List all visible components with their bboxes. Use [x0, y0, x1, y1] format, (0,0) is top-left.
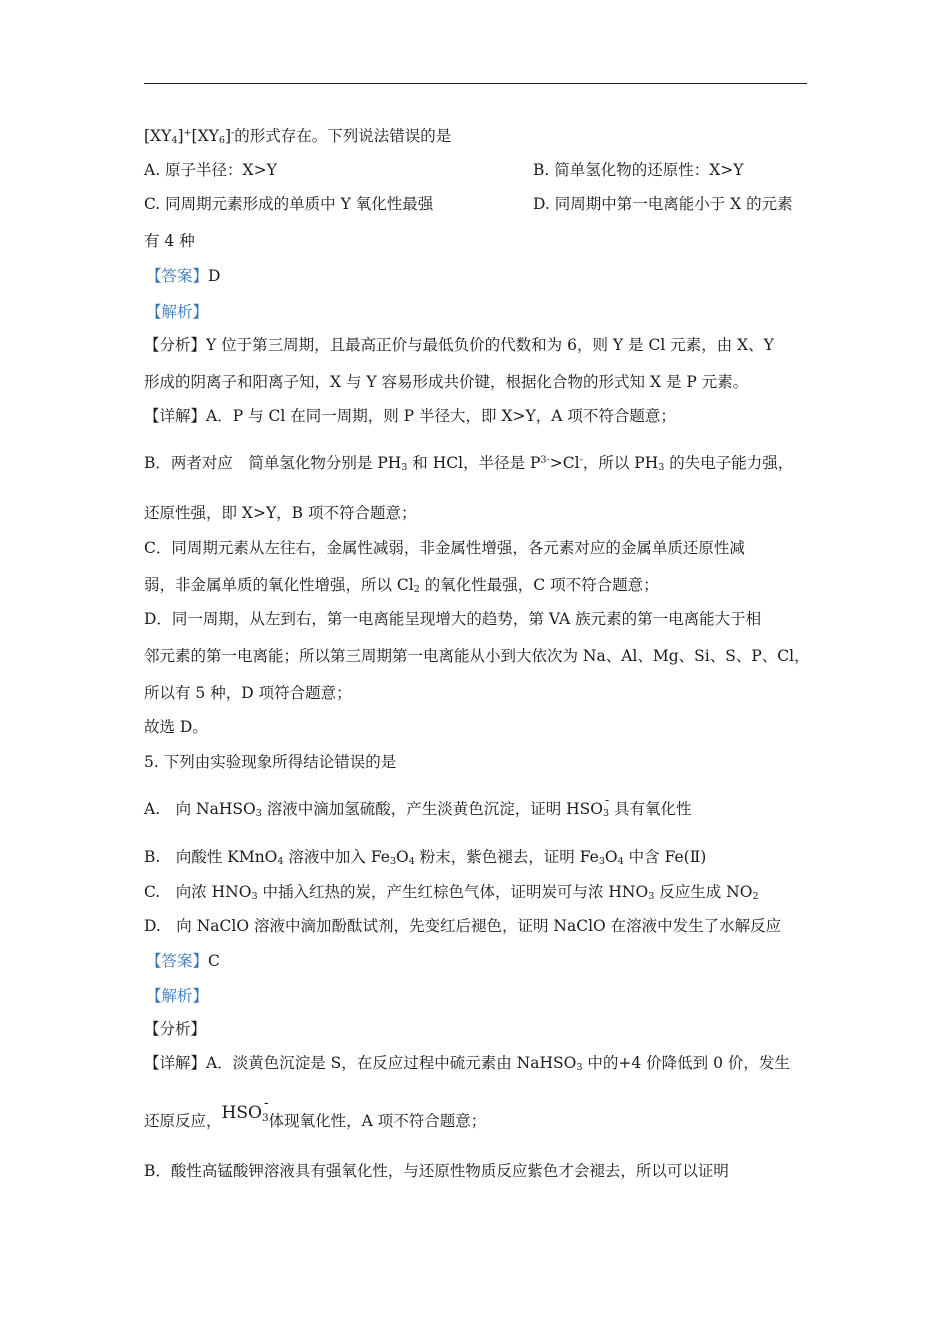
q4-detail-d-line3: 所以有 5 种，D 项符合题意； [144, 684, 352, 702]
q4-conclusion: 故选 D。 [144, 718, 208, 736]
q4-option-c: C. 同周期元素形成的单质中 Y 氧化性最强 [144, 195, 434, 213]
q4-detail-b-line2: 还原性强，即 X>Y，B 项不符合题意； [144, 504, 417, 522]
q5-answer: 【答案】C [146, 952, 220, 970]
q4-analysis-label: 【解析】 [146, 303, 209, 321]
q4-detail-d-line1: D．同一周期，从左到右，第一电离能呈现增大的趋势，第 VA 族元素的第一电离能大于相 [144, 610, 762, 628]
q4-detail-b-line1: B．两者对应 简单氢化物分别是 $PH_3$ 和 HCl，半径是 $P^{3-}>Cl^-$，所以 $PH_3$ 的失电子能力强， [144, 454, 794, 473]
q4-fenxi-line1: 【分析】Y 位于第三周期，且最高正价与最低负价的代数和为 6，则 Y 是 Cl 元素，由 X、Y [144, 336, 774, 354]
q5-detail-b-line1: B．酸性高锰酸钾溶液具有强氧化性，与还原性物质反应紫色才会褪去，所以可以证明 [144, 1162, 729, 1180]
header-rule [144, 83, 807, 84]
q4-detail-c-line2: 弱，非金属单质的氧化性增强，所以 $Cl_2$ 的氧化性最强，C 项不符合题意； [144, 576, 659, 595]
q4-option-d: D. 同周期中第一电离能小于 X 的元素 [533, 195, 793, 213]
q5-option-b: B. 向酸性 KMnO$_4$ 溶液中加入 $Fe_3O_4$ 粉末，紫色褪去，证明 $Fe_3O_4$ 中含 Fe(Ⅱ) [144, 848, 707, 867]
q5-analysis-label: 【解析】 [146, 987, 209, 1005]
q5-stem: 5. 下列由实验现象所得结论错误的是 [144, 753, 397, 771]
q4-answer: 【答案】D [146, 267, 221, 285]
q4-detail-c-line1: C．同周期元素从左往右，金属性减弱，非金属性增强，各元素对应的金属单质还原性减 [144, 539, 745, 557]
q4-detail-a: 【详解】A．P 与 Cl 在同一周期，则 P 半径大，即 X>Y，A 项不符合题意； [144, 407, 676, 425]
q4-fenxi-line2: 形成的阴离子和阳离子知，X 与 Y 容易形成共价键，根据化合物的形式知 X 是 P 元素。 [144, 373, 749, 391]
q5-detail-a-line1: 【详解】A．淡黄色沉淀是 S，在反应过程中硫元素由 NaHSO$_3$ 中的+4 价降低到 0 价，发生 [144, 1054, 790, 1073]
q4-option-b: B. 简单氢化物的还原性：X>Y [533, 161, 744, 179]
q5-detail-a-line2: 还原反应，HSO3 - 体现氧化性，A 项不符合题意； [144, 1094, 487, 1130]
hso3-ion: 3 - [603, 791, 610, 820]
q4-stem-tail: $[XY_4]^+[XY_6]^-$的形式存在。下列说法错误的是 [144, 127, 452, 146]
q5-fenxi-label: 【分析】 [144, 1020, 207, 1038]
q4-option-a: A. 原子半径：X>Y [144, 161, 277, 179]
hso3-ion-formula: HSO3 - [221, 1094, 269, 1124]
q5-option-c: C. 向浓 $HNO_3$ 中插入红热的炭，产生红棕色气体，证明炭可与浓 $HNO_3$ 反应生成 $NO_2$ [144, 883, 759, 902]
q5-option-d: D. 向 NaClO 溶液中滴加酚酞试剂，先变红后褪色，证明 NaClO 在溶液中发生了水解反应 [144, 917, 782, 935]
q4-detail-d-line2: 邻元素的第一电离能；所以第三周期第一电离能从小到大依次为 Na、Al、Mg、Si、S、P、Cl， [144, 647, 810, 665]
q5-option-a: A. 向 NaHSO$_3$ 溶液中滴加氢硫酸，产生淡黄色沉淀，证明 HSO3 - 具有氧化性 [144, 799, 692, 822]
q4-option-d-continued: 有 4 种 [144, 232, 195, 250]
